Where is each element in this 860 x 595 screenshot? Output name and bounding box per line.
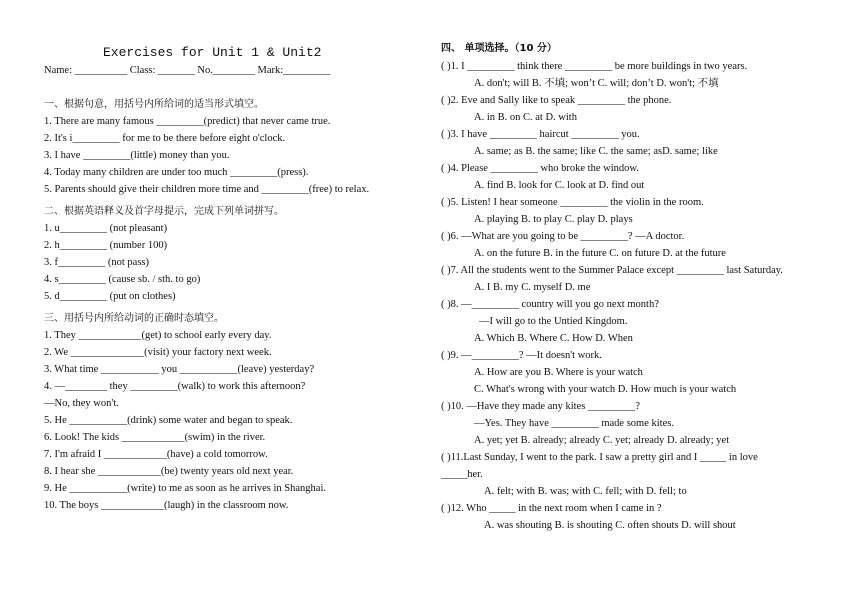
choice-question-line: ( )1. I _________ think there _________ be more buildings in two years.	[441, 61, 748, 72]
question-line: 2. It's i_________ for me to be there before eight o'clock.	[44, 133, 286, 144]
question-line: 1. There are many famous _________(predict) that never came true.	[44, 116, 331, 127]
choice-question-line: ( )4. Please _________ who broke the window.	[441, 163, 639, 174]
choice-question-line: A. don't; will B. 不填; won’t C. will; don’t D. won't; 不填	[474, 78, 719, 89]
choice-question-line: C. What's wrong with your watch D. How much is your watch	[474, 384, 737, 395]
question-line: 1. They ____________(get) to school early every day.	[44, 330, 272, 341]
question-line: 10. The boys ____________(laugh) in the classroom now.	[44, 500, 289, 511]
choice-question-line: A. on the future B. in the future C. on future D. at the future	[474, 248, 726, 259]
question-line: 2. h_________ (number 100)	[44, 240, 168, 251]
question-line: 2. We ______________(visit) your factory next week.	[44, 347, 272, 358]
question-line: 5. He ___________(drink) some water and began to speak.	[44, 415, 293, 426]
choice-question-line: A. was shouting B. is shouting C. often shouts D. will shout	[484, 520, 736, 531]
choice-question-line: A. same; as B. the same; like C. the same; asD. same; like	[474, 146, 718, 157]
question-line: 3. I have _________(little) money than you.	[44, 150, 230, 161]
student-info-line: Name: __________ Class: _______ No.________ Mark:_________	[44, 65, 331, 76]
choice-question-line: _____her.	[441, 469, 483, 480]
question-line: 4. s_________ (cause sb. / sth. to go)	[44, 274, 201, 285]
choice-question-line: A. How are you B. Where is your watch	[474, 367, 643, 378]
choice-question-line: —I will go to the Untied Kingdom.	[479, 316, 628, 327]
choice-question-line: —Yes. They have _________ made some kites.	[474, 418, 674, 429]
choice-question-line: ( )10. —Have they made any kites _________?	[441, 401, 640, 412]
choice-question-line: ( )2. Eve and Sally like to speak _________ the phone.	[441, 95, 672, 106]
question-line: 9. He ___________(write) to me as soon as he arrives in Shanghai.	[44, 483, 326, 494]
question-line: 8. I hear she ____________(be) twenty years old next year.	[44, 466, 294, 477]
section-heading: 四、 单项选择。（10 分）	[441, 43, 557, 54]
section-heading: 二、根据英语释义及首字母提示，完成下列单词拼写。	[44, 206, 284, 217]
choice-question-line: ( )12. Who _____ in the next room when I came in ?	[441, 503, 662, 514]
choice-question-line: ( )6. —What are you going to be _________? —A doctor.	[441, 231, 685, 242]
choice-question-line: ( )11.Last Sunday, I went to the park. I saw a pretty girl and I _____ in love	[441, 452, 758, 463]
choice-question-line: ( )9. —_________? —It doesn't work.	[441, 350, 602, 361]
choice-question-line: A. Which B. Where C. How D. When	[474, 333, 633, 344]
page-title: Exercises for Unit 1 & Unit2	[103, 45, 322, 60]
question-line: 4. —________ they _________(walk) to work this afternoon?	[44, 381, 306, 392]
question-line: 3. f_________ (not pass)	[44, 257, 149, 268]
question-line: 4. Today many children are under too much _________(press).	[44, 167, 309, 178]
choice-question-line: ( )7. All the students went to the Summer Palace except _________ last Saturday.	[441, 265, 783, 276]
question-line: 3. What time ___________ you ___________(leave) yesterday?	[44, 364, 315, 375]
choice-question-line: A. I B. my C. myself D. me	[474, 282, 591, 293]
section-heading: 一、根据句意，用括号内所给词的适当形式填空。	[44, 99, 264, 110]
choice-question-line: A. yet; yet B. already; already C. yet; already D. already; yet	[474, 435, 730, 446]
choice-question-line: ( )3. I have _________ haircut _________ you.	[441, 129, 640, 140]
choice-question-line: ( )5. Listen! I hear someone _________ the violin in the room.	[441, 197, 704, 208]
choice-question-line: ( )8. —_________ country will you go next month?	[441, 299, 659, 310]
question-line: 5. Parents should give their children more time and _________(free) to relax.	[44, 184, 370, 195]
question-line: 1. u_________ (not pleasant)	[44, 223, 168, 234]
question-line: 6. Look! The kids ____________(swim) in the river.	[44, 432, 266, 443]
question-line: —No, they won't.	[44, 398, 119, 409]
choice-question-line: A. playing B. to play C. play D. plays	[474, 214, 633, 225]
section-heading: 三、用括号内所给动词的正确时态填空。	[44, 313, 224, 324]
question-line: 7. I'm afraid I ____________(have) a cold tomorrow.	[44, 449, 268, 460]
choice-question-line: A. find B. look for C. look at D. find out	[474, 180, 645, 191]
choice-question-line: A. in B. on C. at D. with	[474, 112, 577, 123]
choice-question-line: A. felt; with B. was; with C. fell; with D. fell; to	[484, 486, 687, 497]
question-line: 5. d_________ (put on clothes)	[44, 291, 176, 302]
